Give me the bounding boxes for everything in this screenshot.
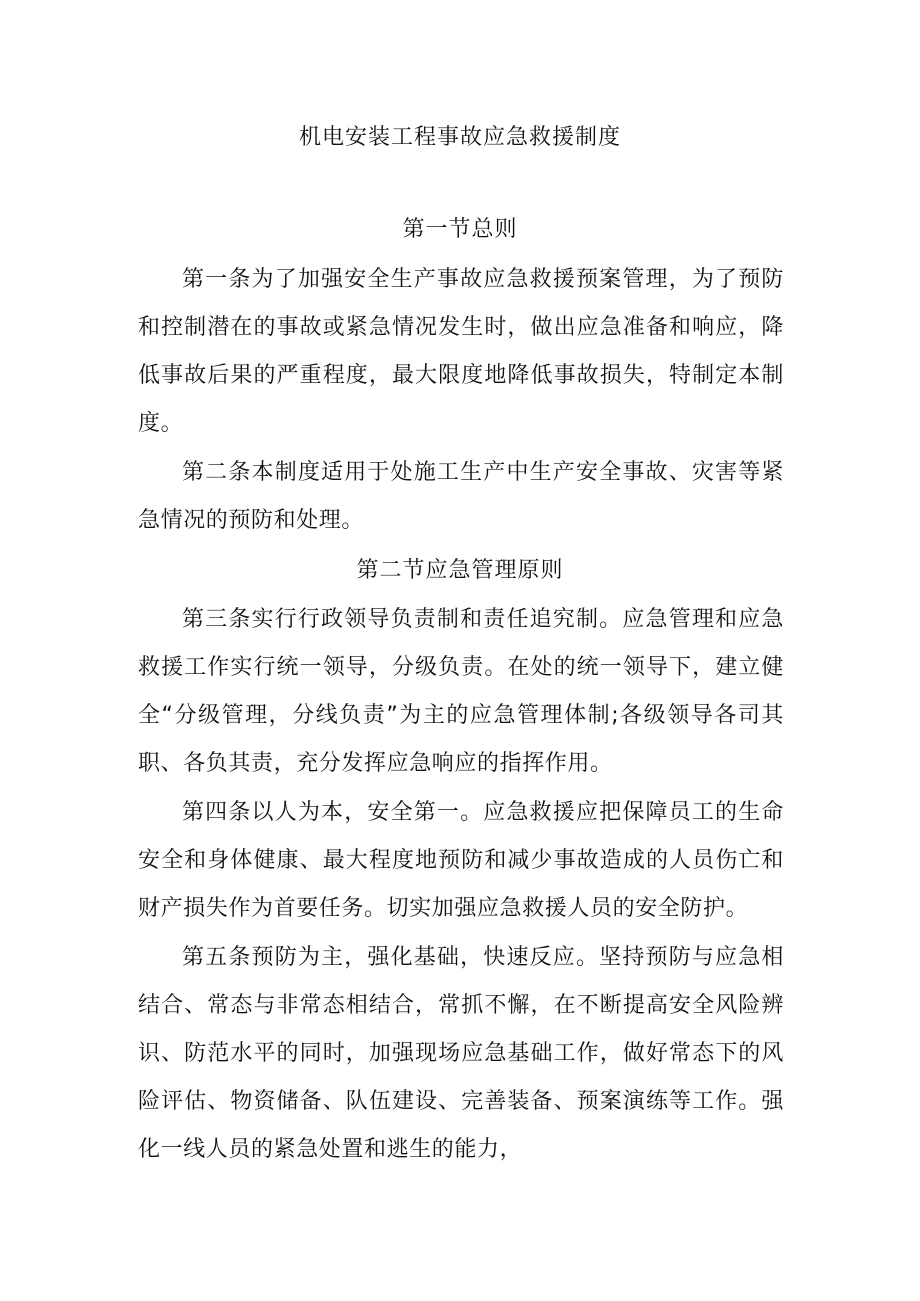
article-5-paragraph: 第五条预防为主，强化基础，快速反应。坚持预防与应急相结合、常态与非常态相结合，常抓不懈，在不断提高安全风险辨识、防范水平的同时，加强现场应急基础工作，做好常态下的风险评估、物资储备、队伍建设、完善装备、预案演练等工作。强化一线人员的紧急处置和逃生的能力，	[138, 945, 784, 1162]
article-4-paragraph: 第四条以人为本，安全第一。应急救援应把保障员工的生命安全和身体健康、最大程度地预防和减少事故造成的人员伤亡和财产损失作为首要任务。切实加强应急救援人员的安全防护。	[138, 800, 784, 921]
article-2-paragraph: 第二条本制度适用于处施工生产中生产安全事故、灾害等紧急情况的预防和处理。	[138, 460, 784, 533]
section-heading-principles: 第二节应急管理原则	[356, 558, 564, 583]
article-3-paragraph: 第三条实行行政领导负责制和责任追究制。应急管理和应急救援工作实行统一领导，分级负责。在处的统一领导下，建立健全“分级管理，分线负责”为主的应急管理体制;各级领导各司其职、各负其责，充分发挥应急响应的指挥作用。	[138, 607, 784, 776]
document-title: 机电安装工程事故应急救援制度	[298, 125, 621, 150]
section-heading-general: 第一节总则	[402, 217, 518, 242]
article-1-paragraph: 第一条为了加强安全生产事故应急救援预案管理，为了预防和控制潜在的事故或紧急情况发生时，做出应急准备和响应，降低事故后果的严重程度，最大限度地降低事故损失，特制定本制度。	[138, 267, 784, 436]
